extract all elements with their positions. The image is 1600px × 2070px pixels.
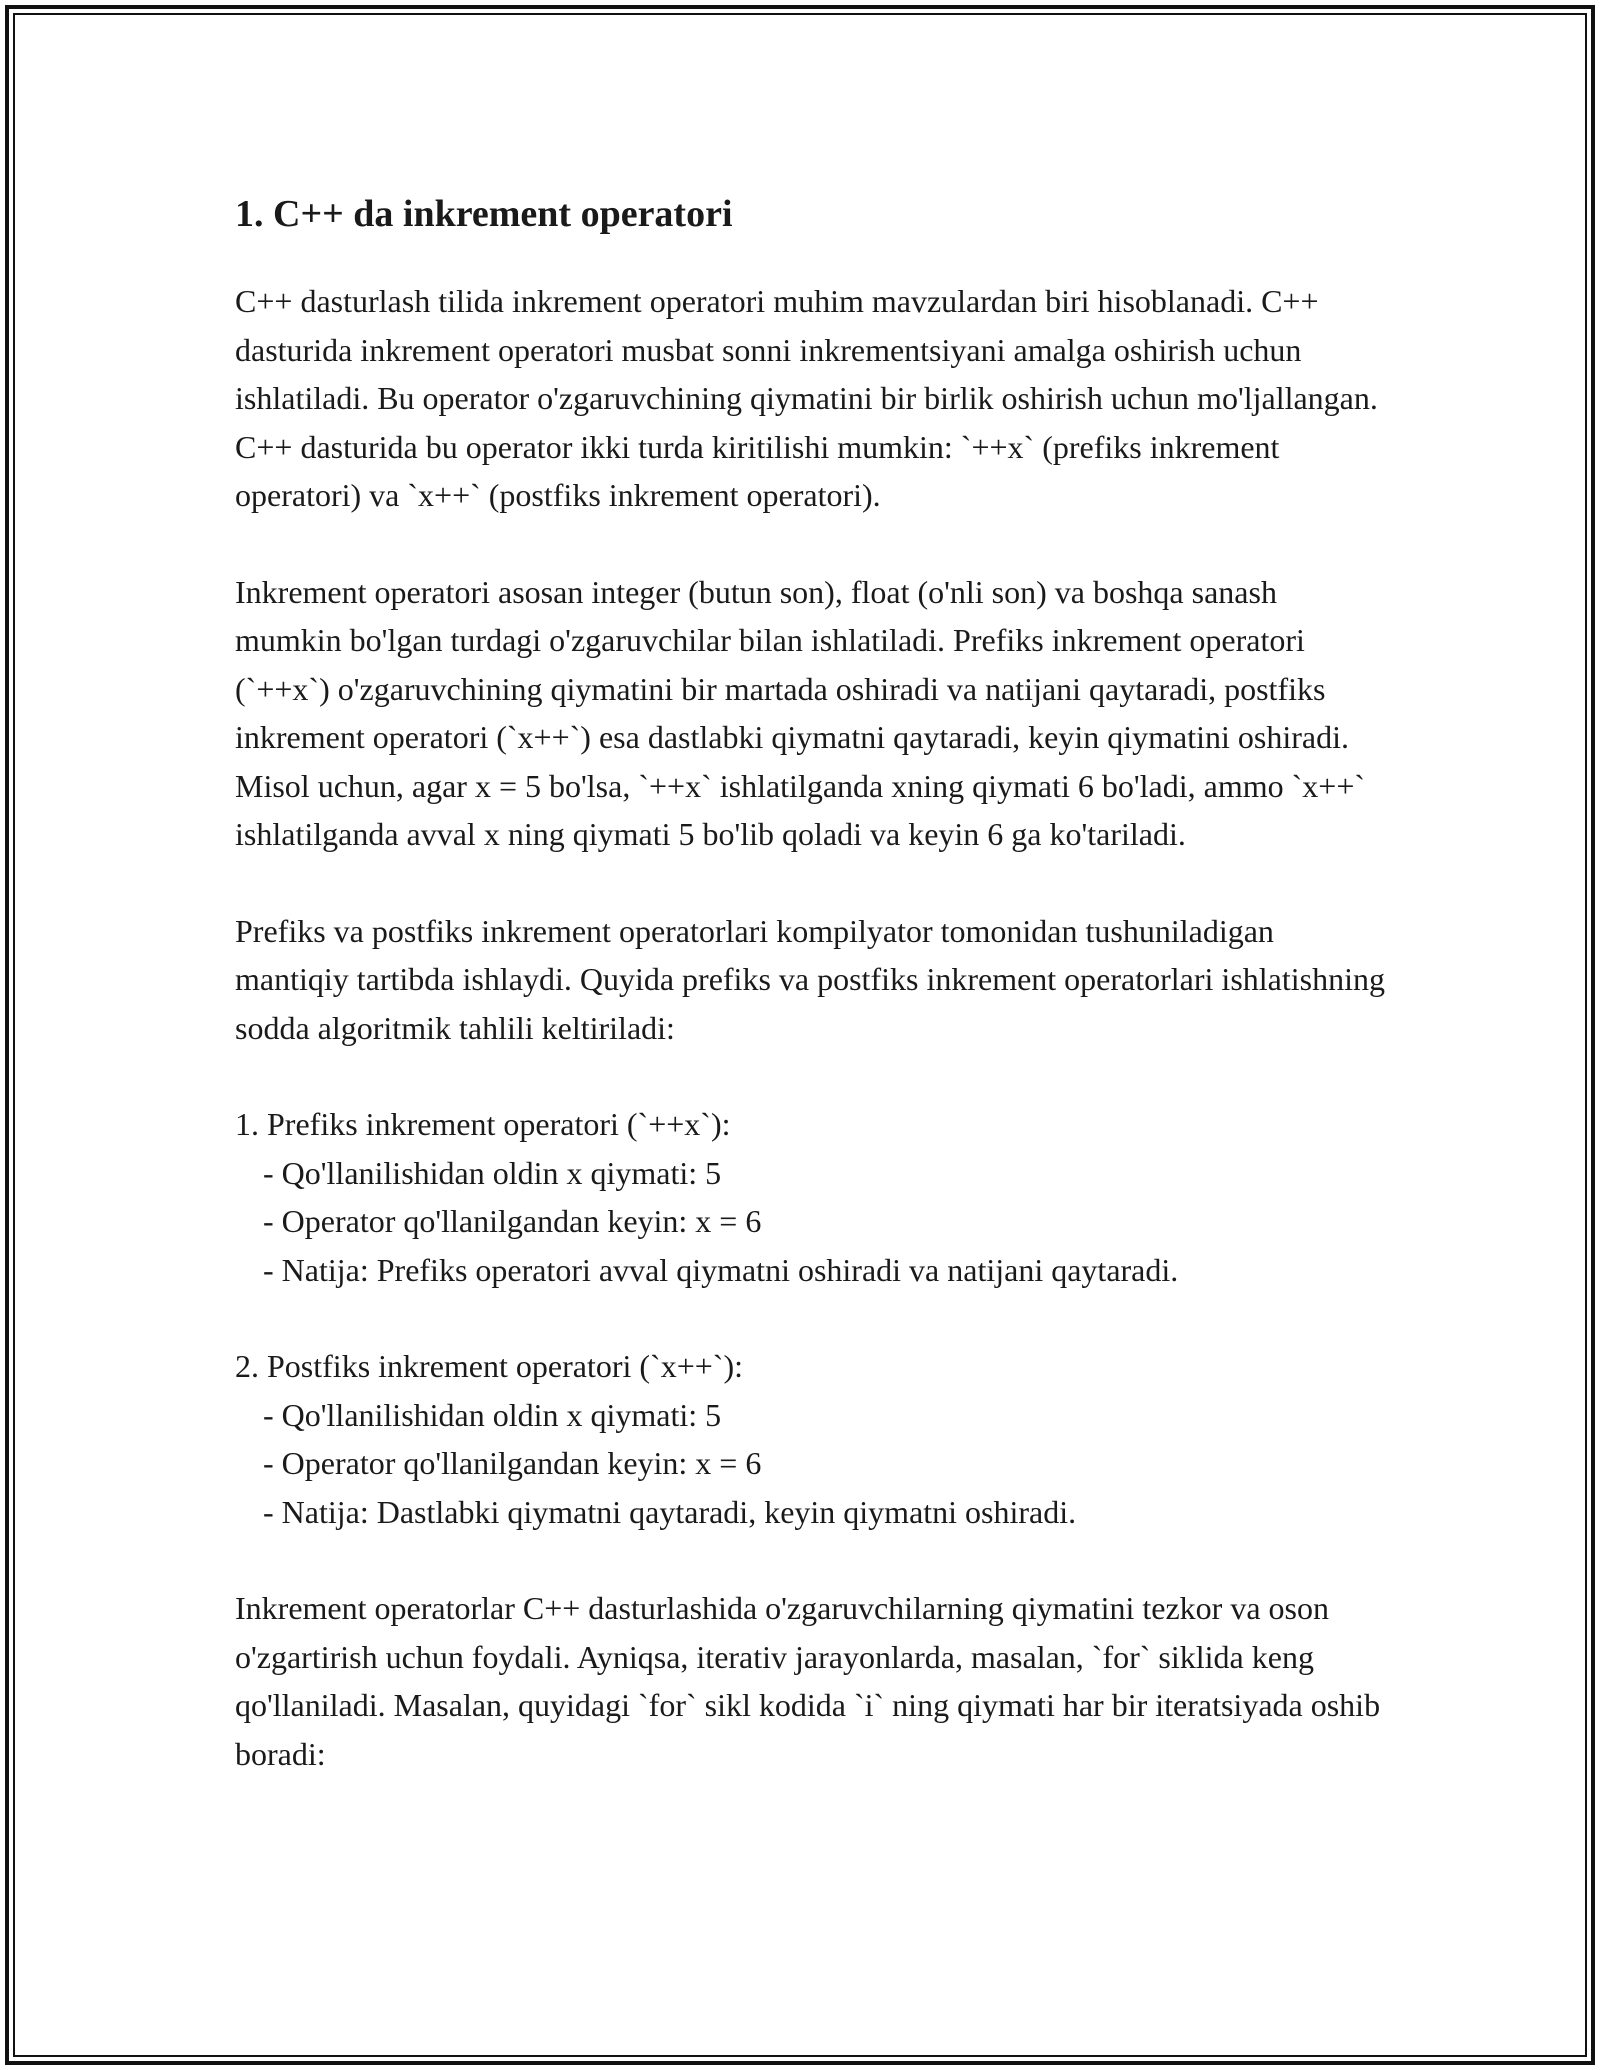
paragraph-closing: Inkrement operatorlar C++ dasturlashida o'zgaruvchilarning qiymatini tezkor va oson o'zgartirish uchun foydali. Ayniqsa, iterativ jarayonlarda, masalan, `for` siklida keng qo'llaniladi. Masalan, quyidagi `for` sikl kodida `i` ning qiymati har bir iteratsiyada oshib boradi: <box>235 1590 1381 1772</box>
list-item: - Qo'llanilishidan oldin x qiymati: 5 <box>263 1396 722 1433</box>
list-item: - Qo'llanilishidan oldin x qiymati: 5 <box>263 1154 722 1191</box>
prefix-list-title: 1. Prefiks inkrement operatori (`++x`): <box>235 1106 731 1142</box>
prefix-list <box>235 1100 1385 1294</box>
postfix-list-title: 2. Postfiks inkrement operatori (`x++`): <box>235 1348 743 1384</box>
document-body <box>235 182 1385 1826</box>
list-item: - Operator qo'llanilgandan keyin: x = 6 <box>263 1203 762 1239</box>
list-item: - Natija: Dastlabki qiymatni qaytaradi, keyin qiymatni oshiradi. <box>263 1493 1077 1530</box>
paragraph-usage: Inkrement operatori asosan integer (butun son), float (o'nli son) va boshqa sanash mumkin bo'lgan turdagi o'zgaruvchilar bilan ishlatiladi. Prefiks inkrement operatori (`++x`) o'zgaruvchining qiymatini bir martada oshiradi va natijani qaytaradi, postfiks inkrement operatori (`x++`) esa dastlabki qiymatni qaytaradi, keyin qiymatini oshiradi. Misol uchun, agar x = 5 bo'lsa, `++x` ishlatilganda xning qiymati 6 bo'ladi, ammo `x++` ishlatilganda avval x ning qiymati 5 bo'lib qoladi va keyin 6 ga ko'tariladi. <box>235 573 1366 852</box>
list-item: - Operator qo'llanilgandan keyin: x = 6 <box>263 1445 762 1481</box>
section-heading: 1. C++ da inkrement operatori <box>235 193 733 235</box>
postfix-list <box>235 1342 1385 1536</box>
list-item: - Natija: Prefiks operatori avval qiymatni oshiradi va natijani qaytaradi. <box>263 1251 1179 1288</box>
paragraph-intro: C++ dasturlash tilida inkrement operatori muhim mavzulardan biri hisoblanadi. C++ dasturida inkrement operatori musbat sonni inkrementsiyani amalga oshirish uchun ishlatiladi. Bu operator o'zgaruvchining qiymatini bir birlik oshirish uchun mo'ljallangan. C++ dasturida bu operator ikki turda kiritilishi mumkin: `++x` (prefiks inkrement operatori) va `x++` (postfiks inkrement operatori). <box>235 283 1378 513</box>
paragraph-algorithm: Prefiks va postfiks inkrement operatorlari kompilyator tomonidan tushuniladigan mantiqiy tartibda ishlaydi. Quyida prefiks va postfiks inkrement operatorlari ishlatishning sodda algoritmik tahlili keltiriladi: <box>235 912 1385 1046</box>
